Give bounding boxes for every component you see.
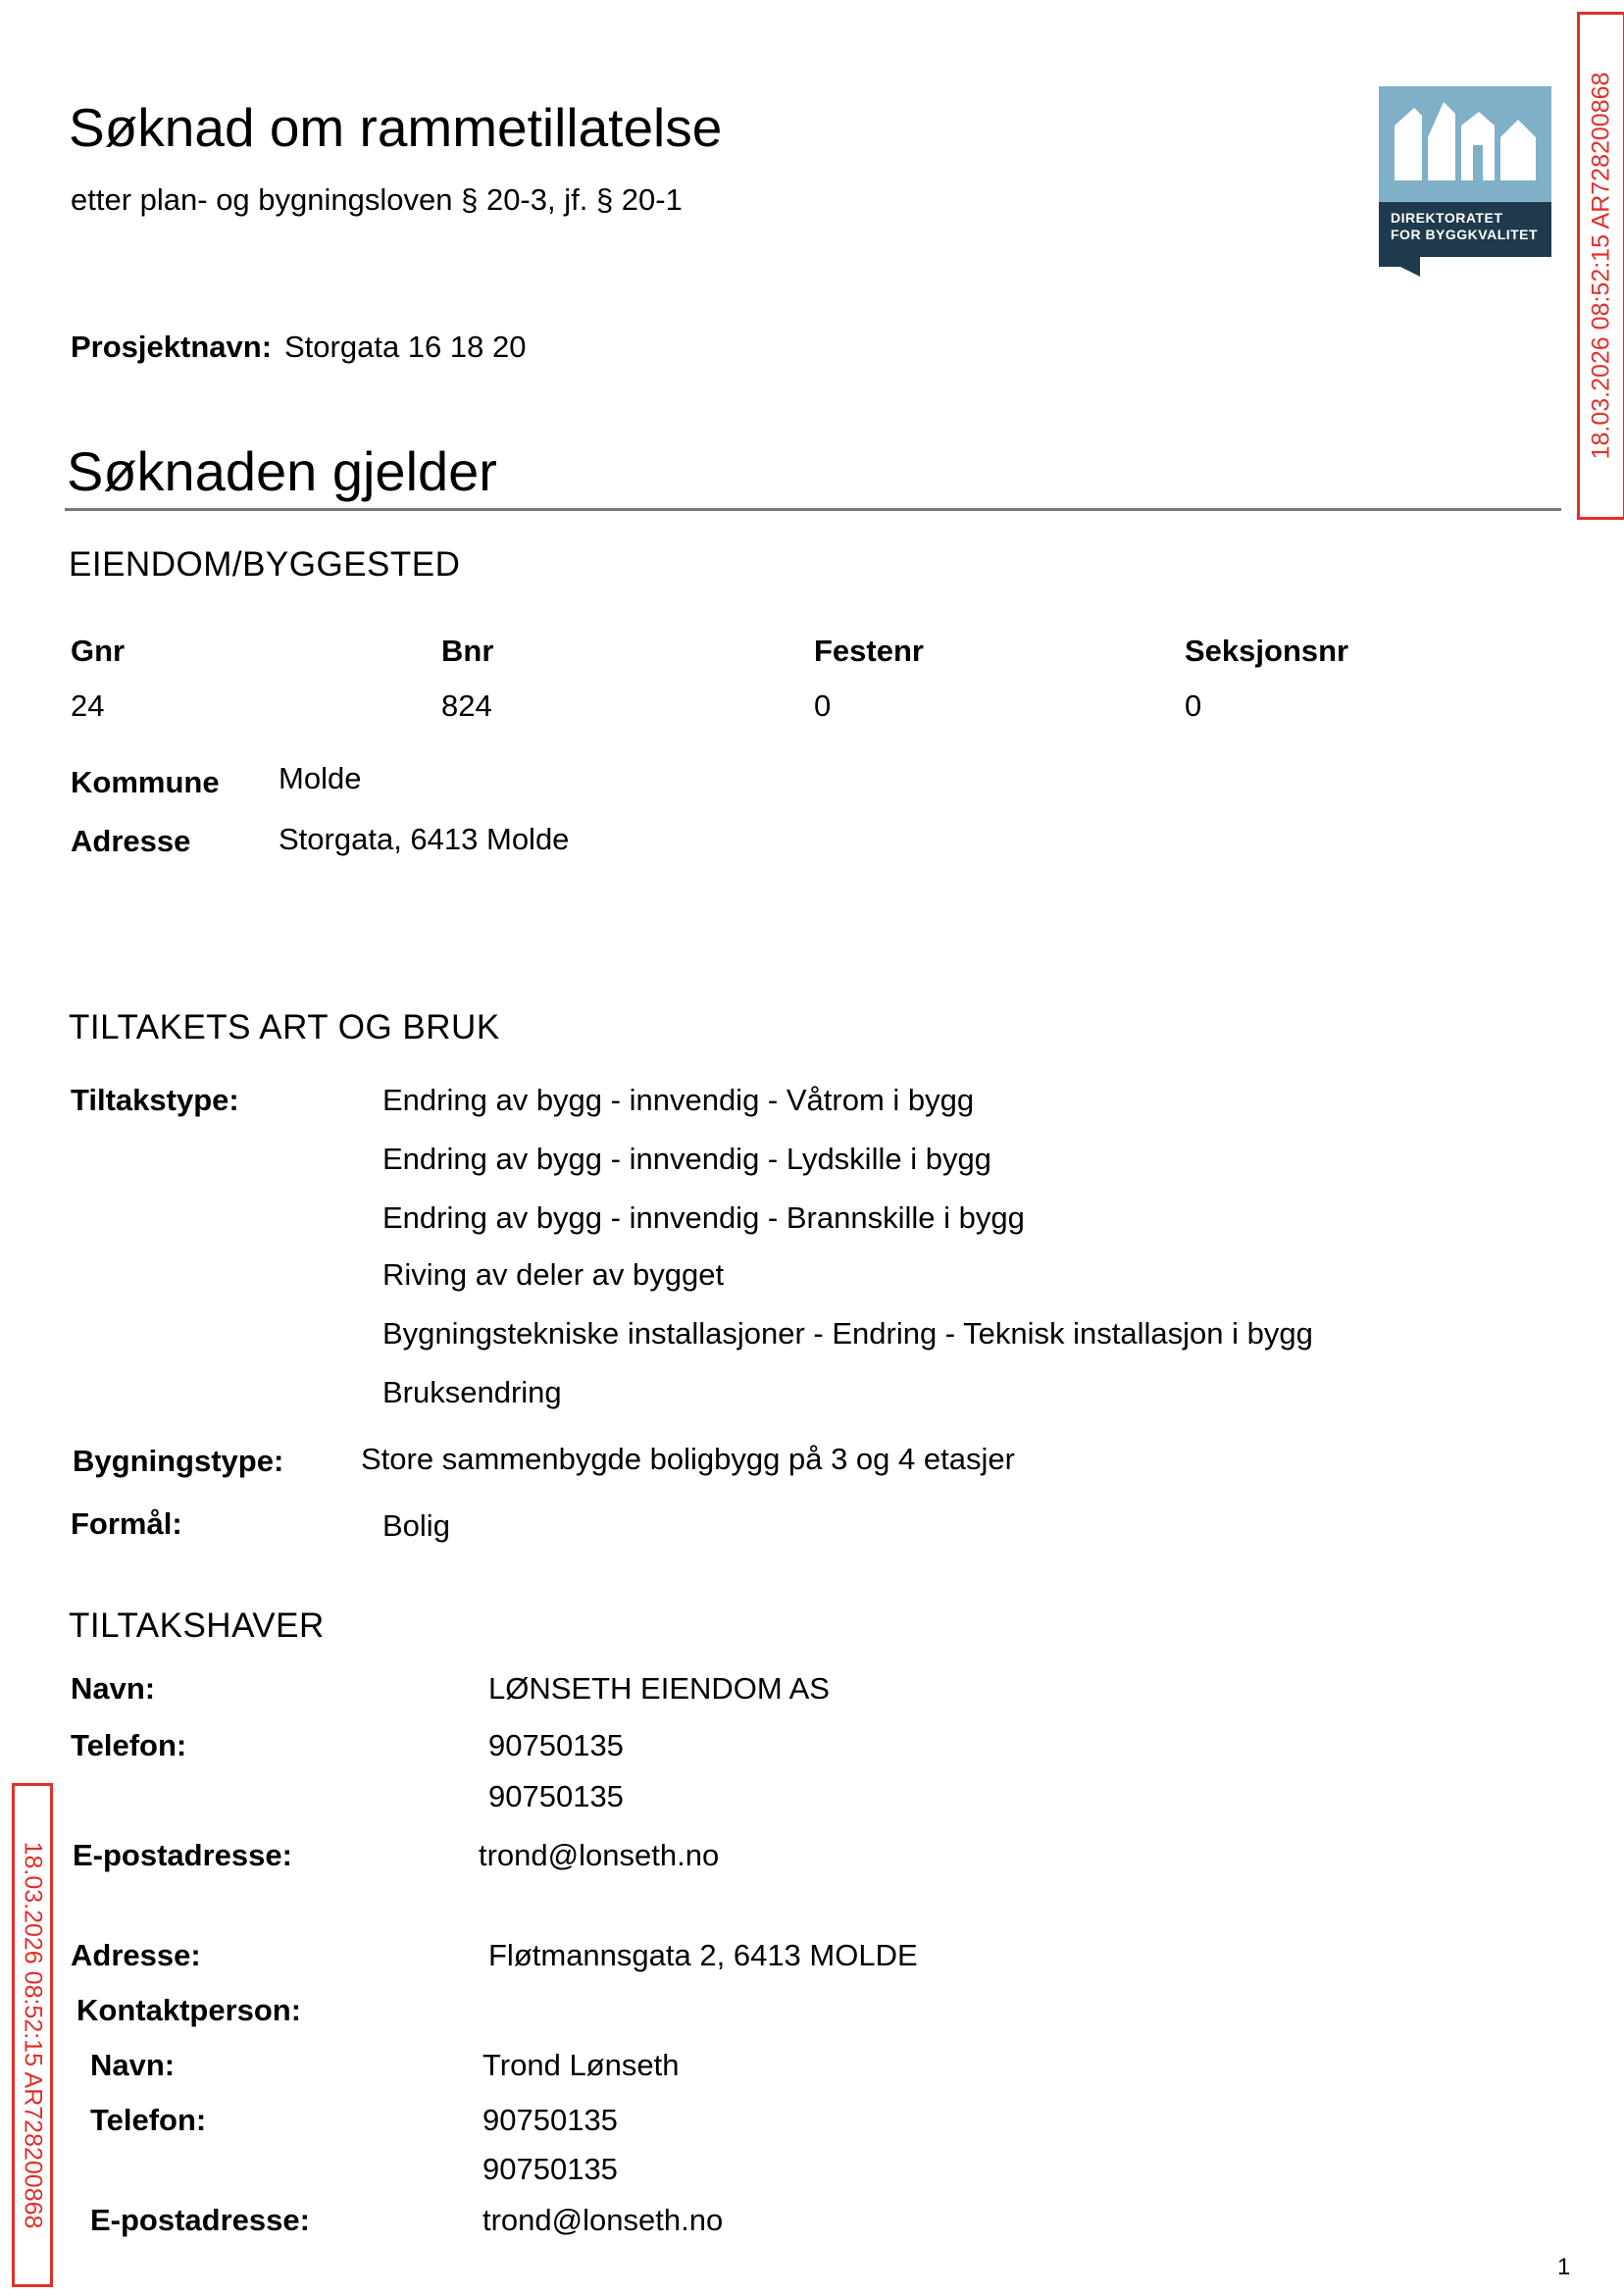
heading-divider (65, 508, 1561, 511)
festenr-header: Festenr (814, 634, 924, 668)
owner-email-label: E-postadresse: (73, 1838, 292, 1872)
owner-address-label: Adresse: (71, 1938, 201, 1972)
owner-name-label: Navn: (71, 1671, 156, 1706)
contact-phone-value: 90750135 (482, 2152, 618, 2186)
measure-section-title: TILTAKETS ART OG BRUK (69, 1008, 500, 1046)
gnr-value: 24 (71, 688, 105, 723)
contact-email-value: trond@lonseth.no (482, 2203, 724, 2237)
contact-person-label: Kontaktperson: (76, 1993, 302, 2027)
logo-text (1391, 210, 1538, 243)
owner-name-value: LØNSETH EIENDOM AS (488, 1671, 830, 1706)
page-subtitle: etter plan- og bygningsloven § 20-3, jf. § 20-1 (71, 182, 683, 217)
timestamp-stamp-top (1577, 12, 1624, 520)
address-value: Storgata, 6413 Molde (279, 822, 570, 856)
property-section-title: EIENDOM/BYGGESTED (69, 545, 461, 584)
purpose-label: Formål: (71, 1506, 182, 1541)
gnr-header: Gnr (71, 634, 126, 668)
measure-type-item: Endring av bygg - innvendig - Lydskille i bygg (382, 1142, 991, 1176)
page-number: 1 (1557, 2254, 1571, 2280)
project-label: Prosjektnavn: (71, 330, 273, 364)
contact-name-value: Trond Lønseth (482, 2048, 680, 2082)
dibk-logo-icon (1379, 86, 1551, 277)
logo-line-1: DIREKTORATET (1391, 210, 1503, 226)
page-title: Søknad om rammetillatelse (69, 97, 723, 158)
contact-phone-value: 90750135 (482, 2103, 618, 2137)
contact-name-label: Navn: (90, 2048, 176, 2082)
timestamp-stamp-side (12, 1783, 53, 2287)
measure-type-item: Bygningstekniske installasjoner - Endring - Teknisk installasjon i bygg (382, 1316, 1313, 1351)
project-value: Storgata 16 18 20 (284, 330, 527, 364)
measure-type-label: Tiltakstype: (71, 1083, 239, 1117)
bnr-header: Bnr (441, 634, 494, 668)
address-label: Adresse (71, 824, 191, 858)
applies-heading: Søknaden gjelder (67, 440, 497, 502)
owner-phone-label: Telefon: (71, 1728, 187, 1762)
contact-email-label: E-postadresse: (90, 2203, 310, 2237)
stamp-text: 18.03.2026 08:52:15 AR728200868 (19, 1841, 47, 2229)
building-type-value: Store sammenbygde boligbygg på 3 og 4 etasjer (361, 1442, 1015, 1476)
municipality-label: Kommune (71, 765, 220, 799)
measure-type-item: Endring av bygg - innvendig - Brannskille i bygg (382, 1200, 1025, 1235)
measure-type-item: Endring av bygg - innvendig - Våtrom i bygg (382, 1083, 975, 1117)
logo-line-2: FOR BYGGKVALITET (1391, 227, 1539, 242)
measure-type-item: Bruksendring (382, 1375, 562, 1409)
stamp-text: 18.03.2026 08:52:15 AR728200868 (1587, 72, 1615, 460)
measure-type-item: Riving av deler av bygget (382, 1257, 725, 1292)
bnr-value: 824 (441, 688, 492, 723)
seksjonsnr-value: 0 (1185, 688, 1202, 723)
owner-phone-value: 90750135 (488, 1779, 624, 1813)
municipality-value: Molde (279, 761, 362, 795)
owner-phone-value: 90750135 (488, 1728, 624, 1762)
owner-section-title: TILTAKSHAVER (69, 1606, 325, 1645)
purpose-value: Bolig (382, 1508, 450, 1543)
owner-email-value: trond@lonseth.no (479, 1838, 720, 1872)
building-type-label: Bygningstype: (73, 1444, 284, 1478)
festenr-value: 0 (814, 688, 832, 723)
seksjonsnr-header: Seksjonsnr (1185, 634, 1349, 668)
owner-address-value: Fløtmannsgata 2, 6413 MOLDE (488, 1938, 918, 1972)
contact-phone-label: Telefon: (90, 2103, 207, 2137)
